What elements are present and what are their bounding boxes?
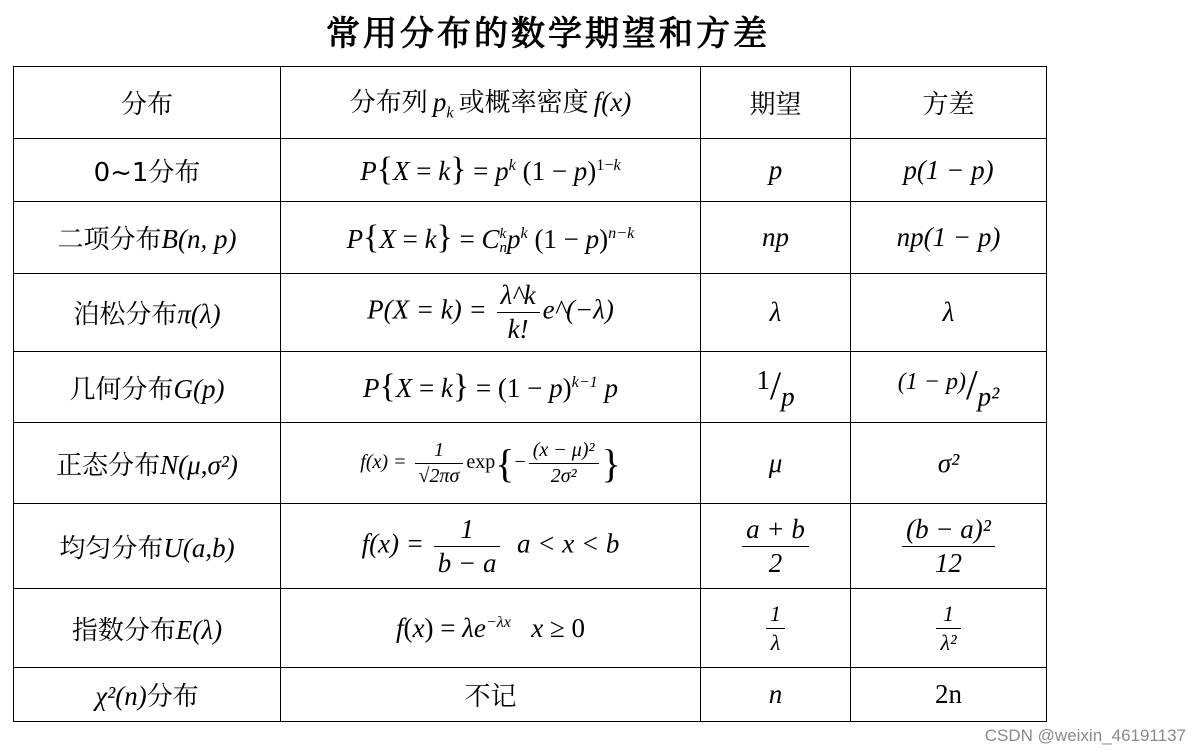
dist-var: (1 − p)/p² (851, 352, 1047, 423)
header-pmf-pk: $p_k$ (432, 87, 454, 122)
dist-mean: np (701, 202, 851, 274)
page-title: 常用分布的数学期望和方差 (326, 14, 770, 54)
dist-var: 2n (851, 668, 1047, 722)
table-row (14, 423, 1047, 504)
dist-var: p(1 − p) (851, 139, 1047, 202)
header-pmf-fx: f(x) (593, 87, 632, 118)
header-pmf (281, 67, 701, 139)
dist-name: 指数分布E(λ) (14, 589, 281, 668)
table-row (14, 668, 1047, 722)
dist-name: 泊松分布π(λ) (14, 274, 281, 352)
table-row (14, 274, 1047, 352)
dist-name: 几何分布G(p) (14, 352, 281, 423)
dist-mean: μ (701, 423, 851, 504)
header-pmf-prefix: 分布列 (349, 88, 428, 119)
watermark: CSDN @weixin_46191137 (984, 726, 1186, 745)
dist-mean: $\frac{a + b}{2}$ (701, 504, 851, 589)
dist-name: 0~1分布 (14, 139, 281, 202)
dist-formula: f(x) = $\frac{1}{b - a}$ a < x < b (281, 504, 701, 589)
dist-mean: 1/p (701, 352, 851, 423)
dist-name: 均匀分布U(a,b) (14, 504, 281, 589)
header-pmf-mid: 或概率密度 (458, 88, 589, 119)
dist-var: σ² (851, 423, 1047, 504)
dist-formula: 不记 (281, 668, 701, 722)
table-row (14, 589, 1047, 668)
dist-formula: $P\{X = k\} = p^k$ $(1 - p)^{1-k}$ (281, 139, 701, 202)
dist-mean: n (701, 668, 851, 722)
dist-var: $\frac{1}{\text{λ²}}$ (851, 589, 1047, 668)
table-row (14, 504, 1047, 589)
dist-var: λ (851, 274, 1047, 352)
dist-mean: $\frac{1}{\lambda}$ (701, 589, 851, 668)
dist-formula: $P\{X = k\} = (1 - p)^{k-1}$ p (281, 352, 701, 423)
dist-var: np(1 − p) (851, 202, 1047, 274)
header-row (14, 67, 1047, 139)
header-var: 方差 (851, 67, 1047, 139)
dist-mean: λ (701, 274, 851, 352)
header-mean: 期望 (701, 67, 851, 139)
table-row (14, 202, 1047, 274)
dist-formula: P{X = k} = C k n $p^k$ $(1 - p)^{n-k}$ (281, 202, 701, 274)
distribution-table (13, 66, 1047, 722)
dist-var: $\frac{\text{(b − a)²}}{12}$ (851, 504, 1047, 589)
dist-name: χ²(n)分布 (14, 668, 281, 722)
table-row (14, 139, 1047, 202)
dist-formula: f(x) = $\frac{1}{√2\pi\sigma}$ exp{− $\frac{\text{(x − μ)²}}{\text{2σ²}}$ } (281, 423, 701, 504)
table-row (14, 352, 1047, 423)
dist-formula: P(X = k) = $\frac{\lambda\^{}k}{k!}$ e^(−λ) (281, 274, 701, 352)
dist-formula: $f(x) = \lambda e^{-\lambda x}$ x ≥ 0 (281, 589, 701, 668)
header-dist: 分布 (14, 67, 281, 139)
dist-name: 正态分布N(μ,σ²) (14, 423, 281, 504)
dist-mean: p (701, 139, 851, 202)
dist-name: 二项分布B(n, p) (14, 202, 281, 274)
